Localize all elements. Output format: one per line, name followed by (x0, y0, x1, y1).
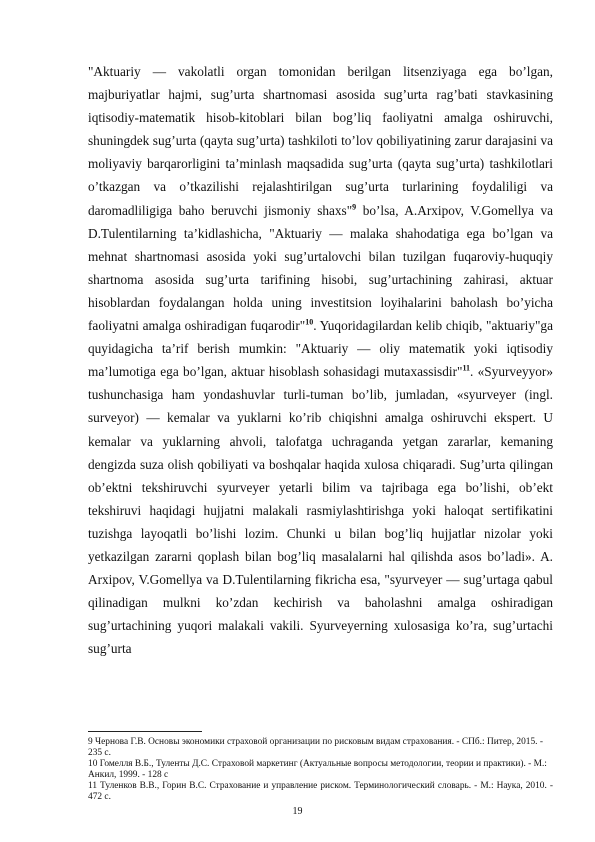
footnote-ref-9[interactable]: 9 (352, 202, 357, 212)
text-segment-2: bo’lsa, A.Arxipov, V.Gomellya va D.Tulentilarning ta’kidlashicha, "Aktuariy — malaka shahodatiga ega bo’lgan va mehnat shartnomasi asosida yoki sug’urtalovchi bilan tuzilgan fuqaroviy-huquqiy shartnoma asosida sug’urta tarifining hisobi, sug’urtachining zahirasi, aktuar hisoblardan foydalangan holda uning investitsion loyihalarini baholash bo’yicha faoliyatni amalga oshiradigan fuqarodir" (88, 202, 554, 334)
footnotes (88, 737, 553, 803)
footnote-separator (88, 731, 202, 732)
footnote-9: 9 Чернова Г.В. Основы экономики страховой организации по рисковым видам страхования. - СПб.: Питер, 2015. - 235 с. (88, 737, 543, 758)
body-paragraph (88, 60, 553, 660)
footnote-ref-10[interactable]: 10 (305, 317, 314, 327)
footnote-ref-11[interactable]: 11 (462, 363, 470, 373)
footnote-10: 10 Гомелля В.Б., Туленты Д.С. Страховой маркетинг (Актуальные вопросы методологии, теории и практики). - М.: Анкил, 1999. - 128 с (88, 759, 547, 780)
text-segment-1: "Aktuariy — vakolatli organ tomonidan berilgan litsenziyaga ega bo’lgan, majburiyatlar hajmi, sug’urta shartnomasi asosida sug’urta rag’bati stavkasining iqtisodiy-matematik hisob-kitoblari bilan bog’liq faoliyatni amalga oshiruvchi, shuningdek sug’urta (qayta sug’urta) tashkiloti to’lov qobiliyatining zarur darajasini va moliyaviy barqarorligini ta’minlash maqsadida sug’urta (qayta sug’urta) tashkilotlari o’tkazgan va o’tkazilishi rejalashtirilgan sug’urta turlarining foydaliligi va daromadliligiga baho beruvchi jismoniy shaxs" (88, 64, 553, 218)
footnote-11: 11 Туленков В.В., Горин В.С. Страхование и управление риском. Терминологический словарь. - М.: Наука, 2010. - 472 с. (88, 781, 553, 802)
page-number: 19 (292, 806, 303, 817)
text-segment-3: . Yuqoridagilardan kelib chiqib, "aktuariy"ga quyidagicha ta’rif berish mumkin: "Aktuariy — oliy matematik yoki iqtisodiy ma’lumotiga ega bo’lgan, aktuar hisoblash sohasidagi mutaxassisdir" (88, 318, 553, 380)
text-segment-4: . «Syurveyyor» tushunchasiga ham yondashuvlar turli-tuman bo’lib, jumladan, «syurveyer (ingl. surveyor) — kemalar va yuklarni ko’rib chiqishni amalga oshiruvchi ekspert. U kemalar va yuklarning ahvoli, talofatga uchraganda yetgan zararlar, kemaning dengizda suza olish qobiliyati va boshqalar haqida xulosa chiqaradi. Sug’urta qilingan ob’ektni tekshiruvchi syurveyer yetarli bilim va tajribaga ega bo’lishi, ob’ekt tekshiruvi haqidagi hujjatni malakali rasmiylashtirishga yoki haloqat sertifikatini tuzishga layoqatli bo’lishi lozim. Chunki u bilan bog’liq hujjatlar nizolar yoki yetkazilgan zararni qoplash bilan bog’liq masalalarni hal qilishda asos bo’ladi». A. Arxipov, V.Gomellya va D.Tulentilarning fikricha esa, "syurveyer — sug’urtaga qabul qilinadigan mulkni ko’zdan kechirish va baholashni amalga oshiradigan sug’urtachining yuqori malakali vakili. Syurveyerning xulosasiga ko’ra, sug’urtachi sug’urta (88, 364, 553, 657)
main-text (88, 60, 553, 660)
